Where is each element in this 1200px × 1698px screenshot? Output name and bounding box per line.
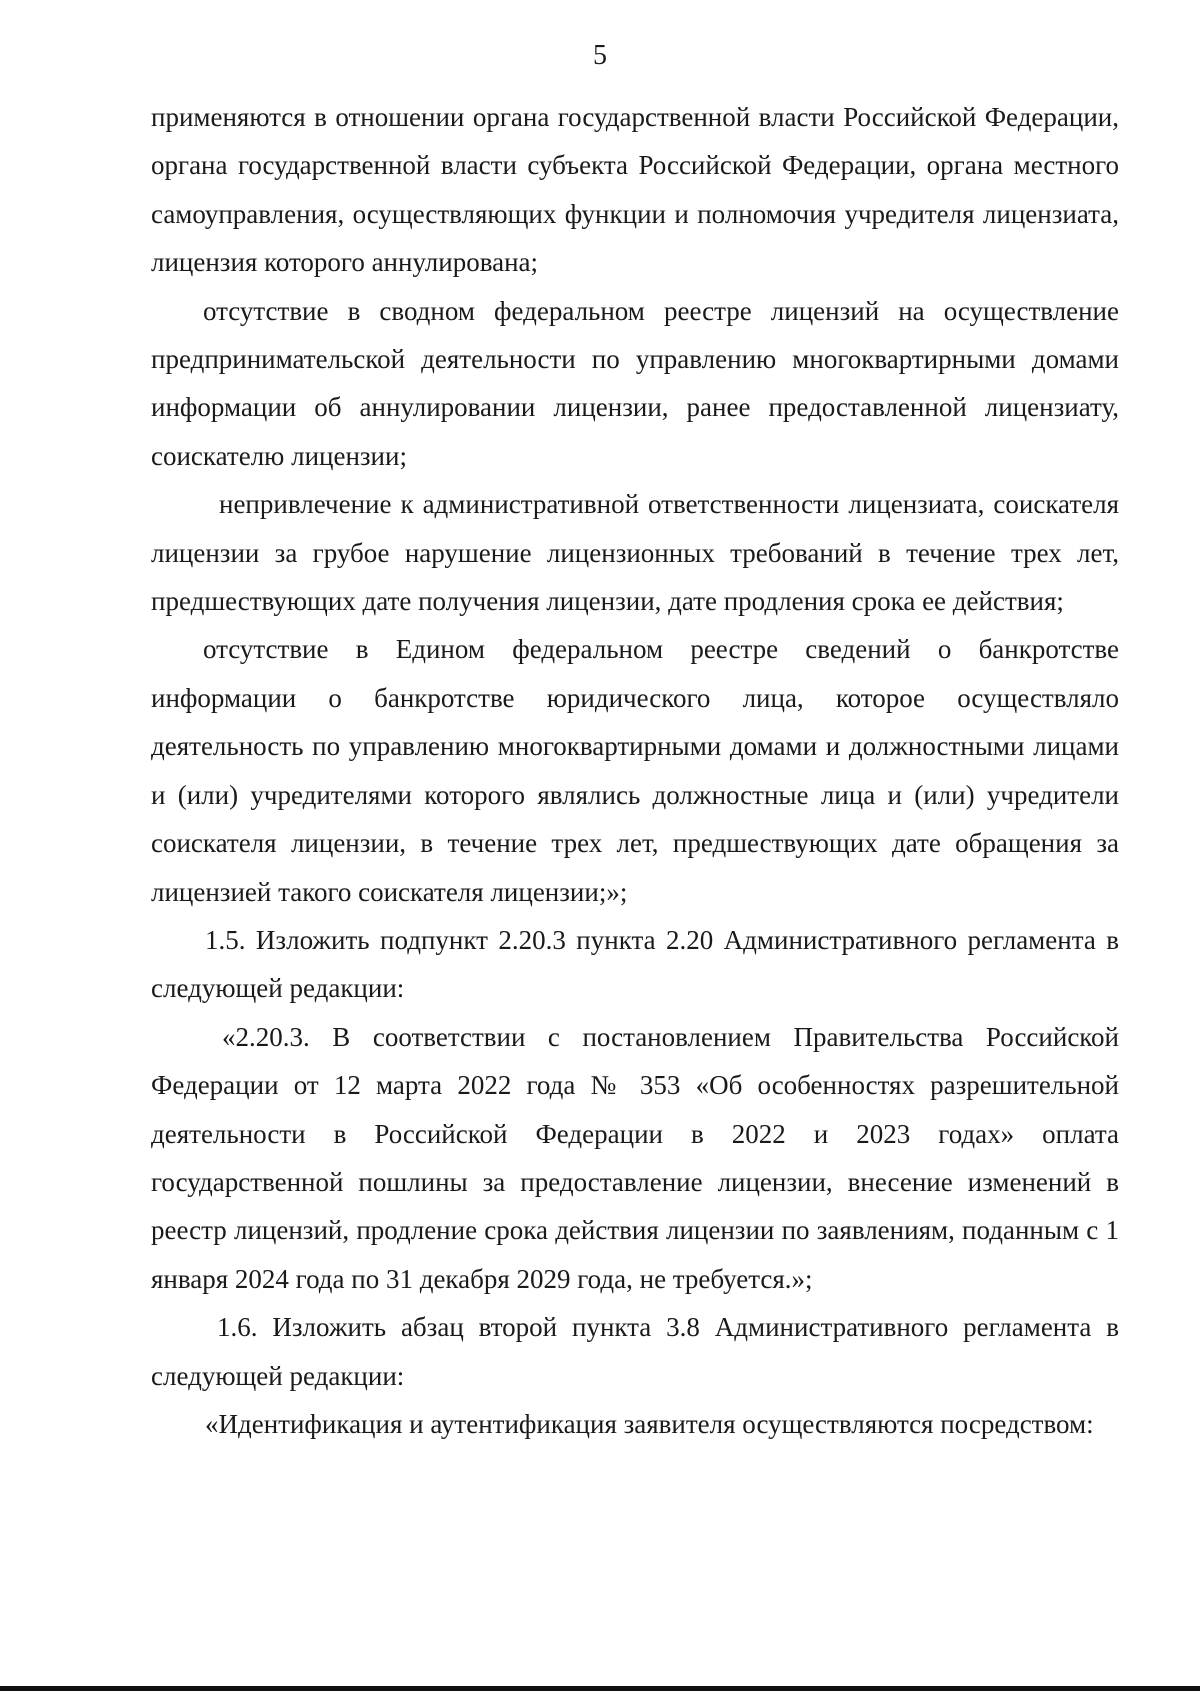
paragraph-non-prosecution: непривлечение к административной ответственности лицензиата, соискателя лицензии за грубое нарушение лицензионных требований в течение трех лет, предшествующих дате получения лицензии, дате продления срока ее действия;	[151, 489, 1119, 617]
paragraph-item-1-5: 1.5. Изложить подпункт 2.20.3 пункта 2.20 Административного регламента в следующей редакции:	[151, 924, 1119, 1004]
paragraph-item-1-6: 1.6. Изложить абзац второй пункта 3.8 Административного регламента в следующей редакции:	[151, 1312, 1119, 1391]
bottom-scan-edge	[0, 1686, 1200, 1691]
paragraph-bankruptcy-registry: отсутствие в Едином федеральном реестре сведений о банкротстве информации о банкротстве юридического лица, которое осуществляло деятельность по управлению многоквартирными домами и должностными лицами и (или) учредителями которого являлись должностные лица и (или) учредители соискателя лицензии, в течение трех лет, предшествующих дате обращения за лицензией такого соискателя лицензии;»;	[151, 634, 1119, 907]
paragraph-item-2-20-3: «2.20.3. В соответствии с постановлением Правительства Российской Федерации от 12 марта 2022 года № 353 «Об особенностях разрешительной деятельности в Российской Федерации в 2022 и 2023 годах» оплата государственной пошлины за предоставление лицензии, внесение изменений в реестр лицензий, продление срока действия лицензии по заявлениям, поданным с 1 января 2024 года по 31 декабря 2029 года, не требуется.»;	[151, 1021, 1119, 1294]
paragraph-continuation: применяются в отношении органа государственной власти Российской Федерации, органа государственной власти субъекта Российской Федерации, органа местного самоуправления, осуществляющих функции и полномочия учредителя лицензиата, лицензия которого аннулирована;	[151, 102, 1119, 278]
page-number: 5	[593, 40, 607, 71]
document-body	[151, 93, 1119, 1448]
paragraph-registry-absence: отсутствие в сводном федеральном реестре лицензий на осуществление предпринимательской деятельности по управлению многоквартирными домами информации об аннулировании лицензии, ранее предоставленной лицензиату, соискателю лицензии;	[151, 295, 1119, 471]
paragraph-identification: «Идентификация и аутентификация заявителя осуществляются посредством:	[205, 1408, 1094, 1439]
